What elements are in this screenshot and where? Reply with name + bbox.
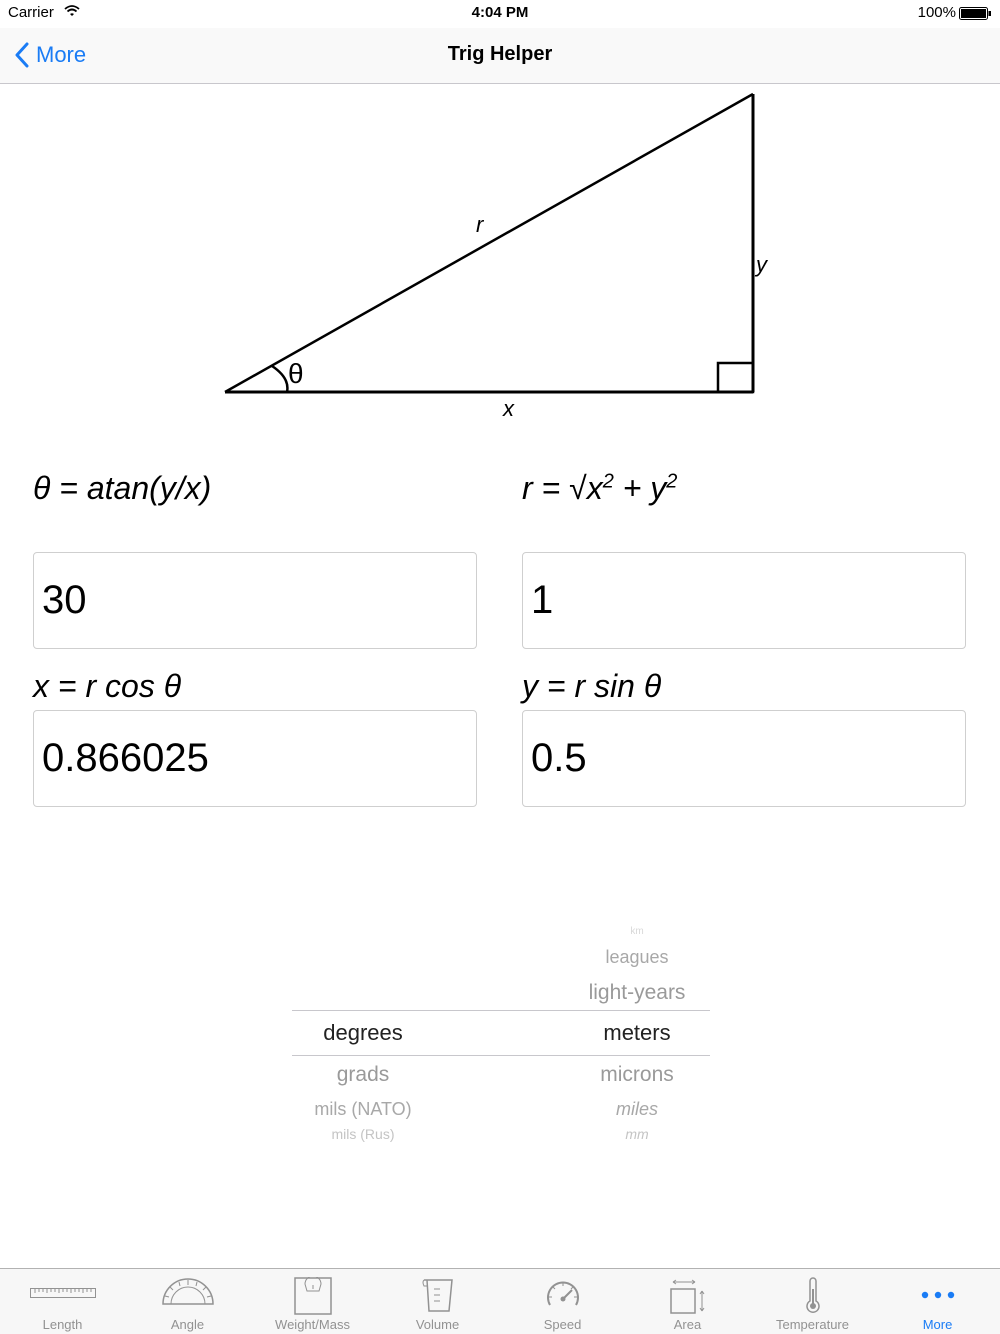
tab-label: Speed [543,1317,582,1332]
tab-label: Weight/Mass [275,1317,350,1332]
label-x: x [503,396,514,421]
tab-label: More [922,1317,953,1332]
scale-icon [294,1277,332,1315]
back-label: More [36,42,87,67]
angle-unit-option[interactable]: mils (NATO) [314,1099,412,1119]
status-bar [0,0,1000,28]
status-time: 4:04 PM [471,4,529,21]
length-unit-option[interactable]: microns [600,1063,674,1086]
radius-input[interactable] [522,552,966,649]
y-formula: y = r sin θ [522,668,662,704]
tab-area[interactable] [625,1269,750,1334]
length-unit-option[interactable]: mm [625,1126,649,1142]
protractor-icon [161,1277,215,1307]
label-y: y [756,252,767,277]
length-unit-option[interactable]: km [630,926,644,937]
tab-more[interactable] [875,1269,1000,1334]
tab-label: Area [673,1317,702,1332]
tab-length[interactable] [0,1269,125,1334]
tab-label: Temperature [776,1317,849,1332]
thermometer-icon [805,1277,821,1313]
navigation-bar [0,28,1000,84]
x-input[interactable] [33,710,477,807]
angle-unit-option[interactable]: mils (Rus) [331,1126,395,1142]
x-formula: x = r cos θ [33,668,182,704]
length-unit-option[interactable]: leagues [605,947,669,967]
label-r: r [476,212,484,237]
tab-speed[interactable] [500,1269,625,1334]
tab-angle[interactable] [125,1269,250,1334]
speedometer-icon [545,1277,581,1309]
tab-weight-mass[interactable] [250,1269,375,1334]
length-unit-wheel[interactable] [500,910,710,1150]
tab-label: Angle [170,1317,205,1332]
beaker-icon [421,1277,455,1313]
angle-unit-selected[interactable]: degrees [323,1020,403,1045]
tab-volume[interactable] [375,1269,500,1334]
carrier-label: Carrier [8,4,54,21]
length-unit-option[interactable]: light-years [588,981,686,1004]
angle-unit-wheel[interactable] [290,910,500,1150]
label-theta: θ [288,358,304,389]
y-input[interactable] [522,710,966,807]
angle-unit-option[interactable]: grads [336,1063,390,1086]
area-icon [669,1277,707,1315]
ruler-icon [30,1285,96,1301]
more-icon [921,1291,955,1299]
tab-temperature[interactable] [750,1269,875,1334]
battery-percent: 100% [917,4,956,21]
angle-input[interactable] [33,552,477,649]
page-title: Trig Helper [447,43,553,65]
battery-icon [959,7,992,20]
theta-formula: θ = atan(y/x) [33,470,212,506]
length-unit-option[interactable]: miles [615,1099,658,1119]
length-unit-selected[interactable]: meters [603,1020,671,1045]
tab-label: Length [42,1317,83,1332]
tab-bar [0,1268,1000,1334]
r-formula: $r = √x^2 + y^2$ [522,470,678,506]
tab-label: Volume [415,1317,460,1332]
triangle-diagram [200,84,800,429]
unit-picker[interactable] [290,910,710,1150]
